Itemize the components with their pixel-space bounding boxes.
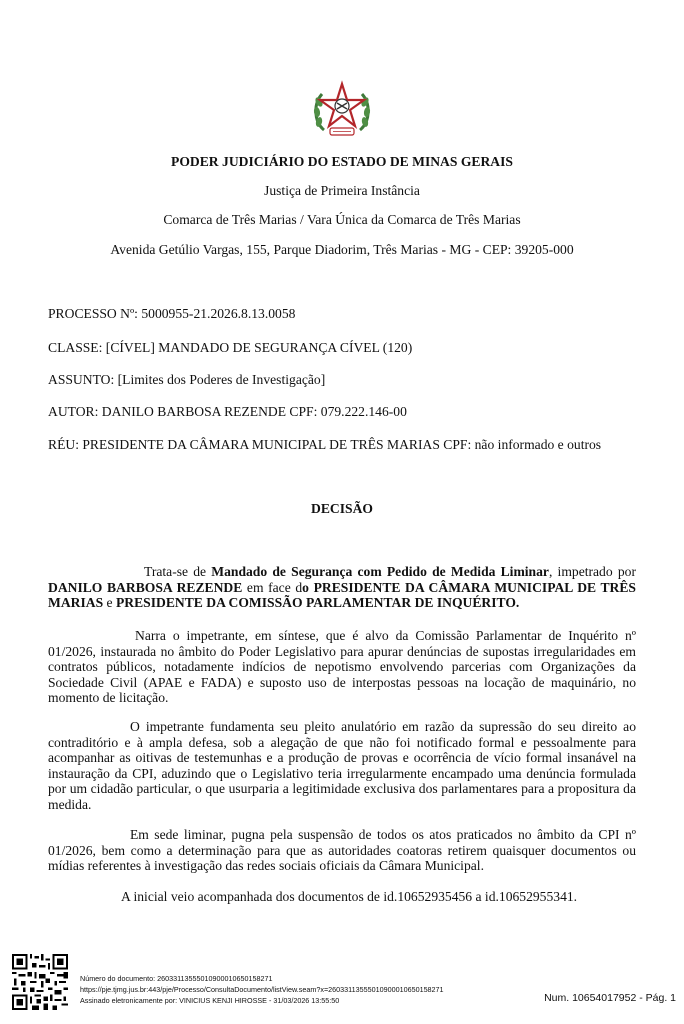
paragraph-intro: Trata-se de Mandado de Segurança com Pedido de Medida Liminar, impetrado por DANILO BARBOSA REZENDE em face do PRESIDENTE DA CÂMARA MUNICIPAL DE TRÊS MARIAS e PRESIDENTE DA COMISSÃO PARLAMENTAR DE INQUÉRITO. — [48, 564, 636, 611]
case-subject: ASSUNTO: [Limites dos Poderes de Investigação] — [48, 372, 326, 387]
comarca-name: Comarca de Três Marias / Vara Única da Comarca de Três Marias — [163, 212, 521, 227]
footer-signature: Assinado eletronicamente por: VINICIUS KENJI HIROSSE - 31/03/2026 13:55:50 — [80, 996, 340, 1005]
case-class: CLASSE: [CÍVEL] MANDADO DE SEGURANÇA CÍVEL (120) — [48, 340, 413, 355]
qr-code-icon — [12, 954, 68, 1010]
paragraph-request: Em sede liminar, pugna pela suspensão de todos os atos praticados no âmbito da CPI nº 01/2026, bem como a determinação para que as autoridades coatoras retirem quaisquer documentos ou mídias referentes à investigação das redes sociais oficiais da Câmara Municipal. — [48, 827, 636, 874]
process-number: PROCESSO Nº: 5000955-21.2026.8.13.0058 — [48, 306, 296, 321]
document-title: DECISÃO — [311, 501, 373, 516]
instance-name: Justiça de Primeira Instância — [264, 183, 420, 198]
paragraph-facts: Narra o impetrante, em síntese, que é alvo da Comissão Parlamentar de Inquérito nº 01/2026, instaurada no âmbito do Poder Legislativo para apurar denúncias de supostas irregularidades em contratos públicos, notadamente indícios de nepotismo envolvendo parcerias com Organizações da Sociedade Civil (APAE e FADA) e suposto uso de interpostas pessoas na locação de maquinário, no momento de licitação. — [48, 628, 636, 706]
page-number: Num. 10654017952 - Pág. 1 — [544, 992, 676, 1004]
coat-of-arms-emblem — [310, 80, 374, 142]
footer-url-link[interactable]: https://pje.tjmg.jus.br:443/pje/Processo/ConsultaDocumento/listView.seam?x=26033113555010900010650158271 — [80, 985, 444, 994]
court-name: PODER JUDICIÁRIO DO ESTADO DE MINAS GERAIS — [171, 154, 513, 169]
court-address: Avenida Getúlio Vargas, 155, Parque Diadorim, Três Marias - MG - CEP: 39205-000 — [110, 242, 574, 257]
paragraph-documents: A inicial veio acompanhada dos documentos de id.10652935456 a id.10652955341. — [121, 889, 578, 904]
case-author: AUTOR: DANILO BARBOSA REZENDE CPF: 079.222.146-00 — [48, 404, 407, 419]
case-defendant: RÉU: PRESIDENTE DA CÂMARA MUNICIPAL DE TRÊS MARIAS CPF: não informado e outros — [48, 437, 602, 452]
paragraph-grounds: O impetrante fundamenta seu pleito anulatório em razão da supressão do seu direito ao contraditório e à ampla defesa, sob a alegação de que não foi notificado formal e pessoalmente para acompanhar as oitivas de testemunhas e a produção de provas e ocorrência de vício formal insanável na instauração da CPI, aduzindo que o Legislativo teria irregularmente encampado uma denúncia formulada por um cidadão particular, o que usurparia a legitimidade exclusiva dos parlamentares para a propositura da medida. — [48, 719, 636, 812]
footer-document-number: Número do documento: 26033113555010900010650158271 — [80, 974, 273, 983]
